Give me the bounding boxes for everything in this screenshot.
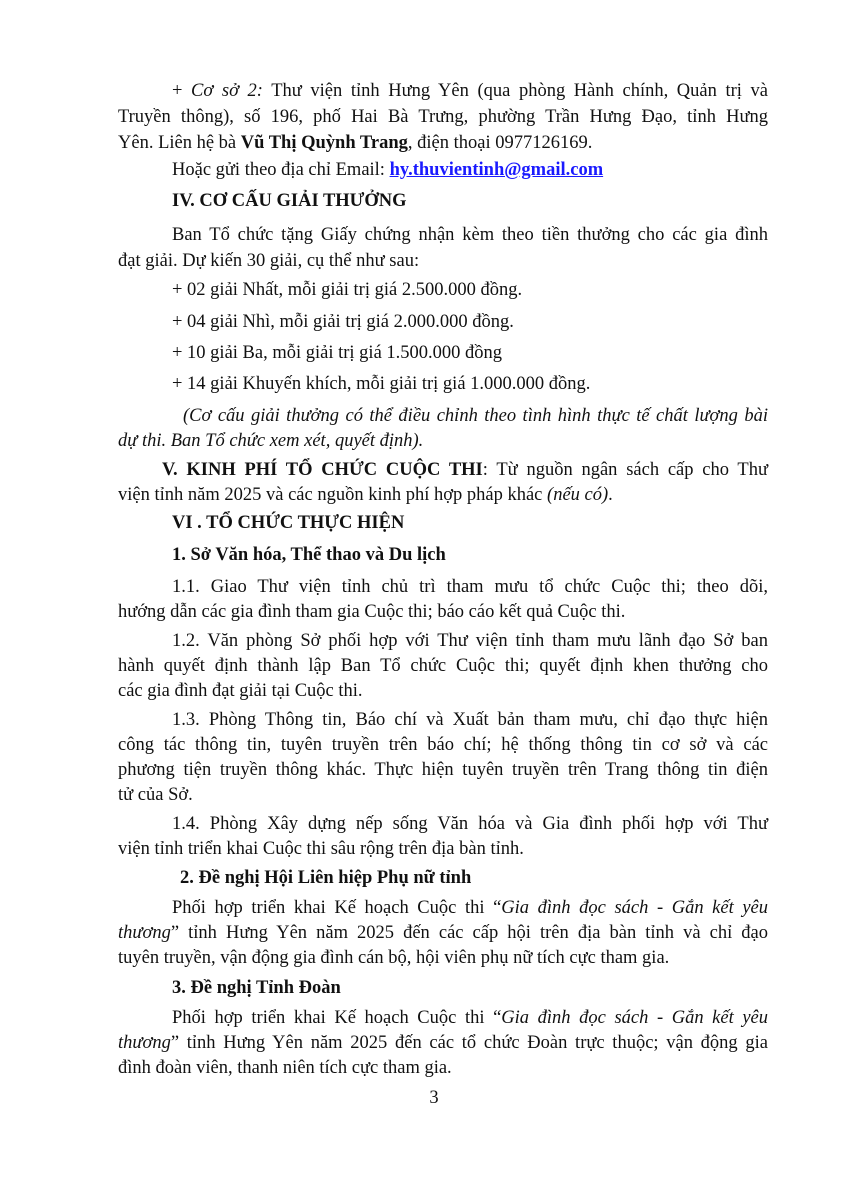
para-3-line-1: Phối hợp triển khai Kế hoạch Cuộc thi “Gia đình đọc sách - Gắn kết yêu xyxy=(172,1008,768,1028)
para-3-line-3: đình đoàn viên, thanh niên tích cực tham gia. xyxy=(118,1058,452,1078)
prize-item: + 10 giải Ba, mỗi giải trị giá 1.500.000 đồng xyxy=(172,343,503,363)
prize-note-2: dự thi. Ban Tổ chức xem xét, quyết định). xyxy=(118,431,424,451)
para-1-3-line-4: tử của Sở. xyxy=(118,785,193,805)
campus2-line-2: Truyền thông), số 196, phố Hai Bà Trưng, phường Trần Hưng Đạo, tỉnh Hưng xyxy=(118,107,768,127)
contact-name: Vũ Thị Quỳnh Trang xyxy=(240,133,408,153)
campus2-label: Cơ sở 2: xyxy=(191,81,263,101)
para-2-line-1: Phối hợp triển khai Kế hoạch Cuộc thi “Gia đình đọc sách - Gắn kết yêu xyxy=(172,898,768,918)
section-6-heading: VI . TỔ CHỨC THỰC HIỆN xyxy=(172,513,405,533)
section-4-intro-2: đạt giải. Dự kiến 30 giải, cụ thể như sau: xyxy=(118,251,420,271)
section-4-heading: IV. CƠ CẤU GIẢI THƯỞNG xyxy=(172,191,407,211)
para-1-1-line-1: 1.1. Giao Thư viện tỉnh chủ trì tham mưu tổ chức Cuộc thi; theo dõi, xyxy=(172,577,768,597)
para-1-4-line-2: viện tỉnh triển khai Cuộc thi sâu rộng trên địa bàn tỉnh. xyxy=(118,839,524,859)
para-1-4-line-1: 1.4. Phòng Xây dựng nếp sống Văn hóa và Gia đình phối hợp với Thư xyxy=(172,814,768,834)
para-1-2-line-1: 1.2. Văn phòng Sở phối hợp với Thư viện tỉnh tham mưu lãnh đạo Sở ban xyxy=(172,631,768,651)
para-1-3-line-3: phương tiện truyền thông khác. Thực hiện tuyên truyền trên Trang thông tin điện xyxy=(118,760,768,780)
subsection-2-heading: 2. Đề nghị Hội Liên hiệp Phụ nữ tỉnh xyxy=(180,868,472,888)
subsection-3-heading: 3. Đề nghị Tỉnh Đoàn xyxy=(172,978,341,998)
email-link[interactable]: hy.thuvientinh@gmail.com xyxy=(389,160,604,180)
prize-note-1: (Cơ cấu giải thưởng có thể điều chỉnh theo tình hình thực tế chất lượng bài xyxy=(183,406,768,426)
para-1-2-line-2: hành quyết định thành lập Ban Tổ chức Cuộc thi; quyết định khen thưởng cho xyxy=(118,656,768,676)
subsection-1-heading: 1. Sở Văn hóa, Thể thao và Du lịch xyxy=(172,545,446,565)
para-2-line-2: thương” tỉnh Hưng Yên năm 2025 đến các cấp hội trên địa bàn tỉnh và chỉ đạo xyxy=(118,923,768,943)
prize-item: + 04 giải Nhì, mỗi giải trị giá 2.000.000 đồng. xyxy=(172,312,514,332)
section-5-heading: V. KINH PHÍ TỔ CHỨC CUỘC THI xyxy=(162,460,483,480)
para-1-3-line-2: công tác thông tin, tuyên truyền trên báo chí; hệ thống thông tin cơ sở và các xyxy=(118,735,768,755)
para-2-line-3: tuyên truyền, vận động gia đình cán bộ, hội viên phụ nữ tích cực tham gia. xyxy=(118,948,670,968)
section-5-line-2: viện tỉnh năm 2025 và các nguồn kinh phí hợp pháp khác (nếu có). xyxy=(118,485,613,505)
email-line: Hoặc gửi theo địa chỉ Email: hy.thuvientinh@gmail.com xyxy=(172,160,604,180)
prize-item: + 14 giải Khuyến khích, mỗi giải trị giá 1.000.000 đồng. xyxy=(172,374,591,394)
section-5-line-1: V. KINH PHÍ TỔ CHỨC CUỘC THI: Từ nguồn ngân sách cấp cho Thư xyxy=(162,460,769,480)
campus2-line-1: + Cơ sở 2: Thư viện tỉnh Hưng Yên (qua phòng Hành chính, Quản trị và xyxy=(172,81,768,101)
para-1-3-line-1: 1.3. Phòng Thông tin, Báo chí và Xuất bản tham mưu, chỉ đạo thực hiện xyxy=(172,710,768,730)
page-number: 3 xyxy=(429,1088,439,1108)
prize-item: + 02 giải Nhất, mỗi giải trị giá 2.500.000 đồng. xyxy=(172,280,523,300)
para-3-line-2: thương” tỉnh Hưng Yên năm 2025 đến các tổ chức Đoàn trực thuộc; vận động gia xyxy=(118,1033,768,1053)
campus2-line-3: Yên. Liên hệ bà Vũ Thị Quỳnh Trang, điện thoại 0977126169. xyxy=(118,133,593,153)
para-1-2-line-3: các gia đình đạt giải tại Cuộc thi. xyxy=(118,681,363,701)
para-1-1-line-2: hướng dẫn các gia đình tham gia Cuộc thi; báo cáo kết quả Cuộc thi. xyxy=(118,602,626,622)
section-4-intro-1: Ban Tổ chức tặng Giấy chứng nhận kèm theo tiền thưởng cho các gia đình xyxy=(172,225,768,245)
